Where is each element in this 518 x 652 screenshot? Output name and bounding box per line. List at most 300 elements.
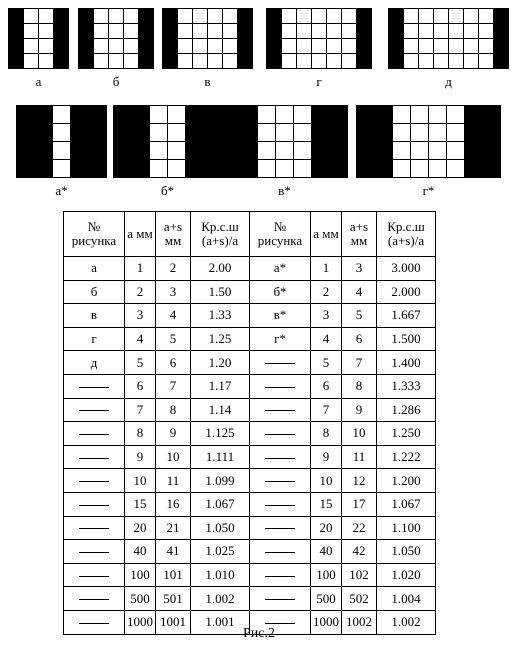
table-cell: 1000	[311, 610, 342, 634]
table-cell: 3	[311, 304, 342, 328]
table-cell: 3	[342, 257, 377, 281]
table-row	[64, 492, 436, 516]
grid-cell	[240, 160, 257, 177]
grid-cell	[178, 54, 192, 68]
table-row	[64, 445, 436, 469]
grid-cell	[168, 142, 185, 159]
grid-cell	[208, 9, 222, 23]
grid-cell	[54, 9, 68, 23]
grid-cell	[124, 39, 138, 53]
table-cell: 1.333	[377, 374, 436, 398]
grid-cell	[393, 142, 410, 159]
table-header-cell: Кр.с.ш (a+s)/a	[191, 212, 250, 257]
table-cell: 6	[311, 374, 342, 398]
grid-cell	[447, 124, 464, 141]
grid-cell	[357, 106, 374, 123]
grid-figure-figures_top-1	[78, 8, 154, 69]
grid-cell	[208, 24, 222, 38]
grid-cell	[411, 160, 428, 177]
grid-cell	[434, 24, 448, 38]
grid-cell	[178, 39, 192, 53]
grid-cell	[393, 106, 410, 123]
grid-cell	[483, 124, 500, 141]
grid-cell	[297, 54, 311, 68]
grid-cell	[222, 142, 239, 159]
table-cell: 2	[156, 257, 191, 281]
grid-cell	[327, 24, 341, 38]
table-cell	[64, 587, 125, 611]
grid-cell	[342, 24, 356, 38]
grid-cell	[240, 124, 257, 141]
table-row	[64, 469, 436, 493]
grid-cell	[404, 9, 418, 23]
table-header-cell: а мм	[311, 212, 342, 257]
grid-cell	[434, 54, 448, 68]
grid-cell	[258, 160, 275, 177]
table-cell: 5	[311, 351, 342, 375]
table-cell: 9	[156, 422, 191, 446]
table-cell	[64, 516, 125, 540]
table-header-cell: a+s мм	[342, 212, 377, 257]
grid-cell	[114, 160, 131, 177]
table-cell	[64, 398, 125, 422]
table-cell: 1.14	[191, 398, 250, 422]
grid-cell	[54, 39, 68, 53]
grid-cell	[186, 160, 203, 177]
table-cell	[250, 351, 311, 375]
grid-cell	[282, 9, 296, 23]
table-cell: 1.067	[191, 492, 250, 516]
table-header-cell: а мм	[125, 212, 156, 257]
table-cell: 1.50	[191, 280, 250, 304]
grid-cell	[464, 54, 478, 68]
grid-cell	[464, 9, 478, 23]
table-cell: д	[64, 351, 125, 375]
dash-line	[79, 623, 109, 624]
table-cell: 7	[125, 398, 156, 422]
grid-cell	[375, 106, 392, 123]
table-cell: 1.067	[377, 492, 436, 516]
table-cell: 1.200	[377, 469, 436, 493]
grid-cell	[186, 106, 203, 123]
table-cell: 5	[342, 304, 377, 328]
table-cell	[250, 563, 311, 587]
grid-cell	[342, 9, 356, 23]
grid-cell	[89, 160, 106, 177]
grid-cell	[163, 54, 177, 68]
table-row	[64, 304, 436, 328]
grid-cell	[193, 54, 207, 68]
table-row	[64, 563, 436, 587]
dash-line	[265, 576, 295, 577]
grid-cell	[204, 142, 221, 159]
table-cell	[250, 540, 311, 564]
dash-line	[265, 434, 295, 435]
grid-cell	[465, 160, 482, 177]
dash-line	[265, 458, 295, 459]
grid-cell	[342, 39, 356, 53]
grid-cell	[342, 54, 356, 68]
table-cell: 1.050	[377, 540, 436, 564]
grid-cell	[39, 39, 53, 53]
table-cell: 1.500	[377, 327, 436, 351]
grid-figure-figures_bottom-2	[221, 105, 348, 178]
grid-cell	[429, 106, 446, 123]
grid-cell	[163, 9, 177, 23]
dash-line	[265, 481, 295, 482]
grid-cell	[411, 124, 428, 141]
grid-cell	[168, 106, 185, 123]
grid-cell	[39, 54, 53, 68]
grid-cell	[163, 24, 177, 38]
grid-cell	[276, 160, 293, 177]
table-cell: 1002	[342, 610, 377, 634]
grid-cell	[39, 24, 53, 38]
table-cell: 1.25	[191, 327, 250, 351]
grid-cell	[449, 24, 463, 38]
grid-cell	[483, 106, 500, 123]
grid-figure-figures_bottom-1	[113, 105, 222, 178]
table-cell: 6	[156, 351, 191, 375]
grid-cell	[204, 124, 221, 141]
grid-cell	[389, 54, 403, 68]
grid-cell	[327, 54, 341, 68]
table-cell: 17	[342, 492, 377, 516]
grid-cell	[124, 54, 138, 68]
grid-cell	[193, 24, 207, 38]
grid-cell	[132, 160, 149, 177]
dash-line	[79, 552, 109, 553]
grid-cell	[294, 106, 311, 123]
table-cell: 1.33	[191, 304, 250, 328]
table-row	[64, 327, 436, 351]
table-cell: 7	[311, 398, 342, 422]
grid-cell	[312, 9, 326, 23]
grid-cell	[150, 160, 167, 177]
grid-cell	[222, 124, 239, 141]
grid-cell	[429, 160, 446, 177]
grid-cell	[404, 39, 418, 53]
table-cell: 1.020	[377, 563, 436, 587]
grid-cell	[494, 24, 508, 38]
grid-cell	[330, 124, 347, 141]
grid-cell	[282, 24, 296, 38]
table-cell: 1.025	[191, 540, 250, 564]
grid-cell	[24, 24, 38, 38]
table-row	[64, 587, 436, 611]
table-row	[64, 374, 436, 398]
grid-cell	[193, 9, 207, 23]
grid-cell	[186, 142, 203, 159]
table-cell: 1.050	[191, 516, 250, 540]
grid-cell	[9, 9, 23, 23]
grid-cell	[35, 124, 52, 141]
table-cell: 1.099	[191, 469, 250, 493]
table-cell: 4	[125, 327, 156, 351]
grid-cell	[294, 124, 311, 141]
grid-cell	[54, 54, 68, 68]
table-cell: 2.000	[377, 280, 436, 304]
grid-cell	[238, 39, 252, 53]
grid-cell	[17, 160, 34, 177]
table-cell: 1.111	[191, 445, 250, 469]
grid-cell	[429, 124, 446, 141]
table-header-cell: Кр.с.ш (a+s)/a	[377, 212, 436, 257]
grid-cell	[71, 106, 88, 123]
table-cell	[64, 563, 125, 587]
grid-cell	[357, 160, 374, 177]
grid-cell	[208, 54, 222, 68]
grid-cell	[327, 9, 341, 23]
grid-cell	[375, 142, 392, 159]
grid-cell	[223, 39, 237, 53]
table-cell	[250, 469, 311, 493]
table-cell: 1.002	[191, 587, 250, 611]
grid-cell	[375, 124, 392, 141]
grid-cell	[139, 24, 153, 38]
table-cell: 3	[125, 304, 156, 328]
grid-cell	[150, 124, 167, 141]
grid-cell	[404, 24, 418, 38]
dash-line	[79, 387, 109, 388]
grid-cell	[464, 39, 478, 53]
table-cell: 2	[311, 280, 342, 304]
grid-cell	[17, 142, 34, 159]
grid-cell	[297, 24, 311, 38]
grid-cell	[375, 160, 392, 177]
grid-cell	[132, 142, 149, 159]
table-cell: 3	[156, 280, 191, 304]
grid-cell	[449, 54, 463, 68]
grid-cell	[17, 106, 34, 123]
grid-cell	[53, 142, 70, 159]
dash-line	[79, 505, 109, 506]
grid-cell	[276, 124, 293, 141]
table-cell: 10	[342, 422, 377, 446]
table-cell: а	[64, 257, 125, 281]
dash-line	[265, 505, 295, 506]
grid-cell	[79, 39, 93, 53]
grid-cell	[258, 124, 275, 141]
grid-cell	[479, 54, 493, 68]
table-cell	[250, 587, 311, 611]
table-cell: 10	[125, 469, 156, 493]
table-cell	[250, 422, 311, 446]
grid-cell	[150, 106, 167, 123]
table-cell	[250, 445, 311, 469]
grid-cell	[132, 106, 149, 123]
grid-cell	[447, 142, 464, 159]
table-cell	[250, 492, 311, 516]
table-cell: в	[64, 304, 125, 328]
grid-cell	[357, 9, 371, 23]
table-cell: 20	[311, 516, 342, 540]
dash-line	[265, 387, 295, 388]
table-cell: 42	[342, 540, 377, 564]
grid-cell	[357, 24, 371, 38]
grid-cell	[89, 106, 106, 123]
grid-cell	[267, 54, 281, 68]
figure-label: д	[445, 74, 452, 89]
grid-cell	[109, 39, 123, 53]
table-cell: 7	[156, 374, 191, 398]
table-header-cell: a+s мм	[156, 212, 191, 257]
dash-line	[79, 434, 109, 435]
dash-line	[79, 481, 109, 482]
grid-cell	[150, 142, 167, 159]
grid-cell	[186, 124, 203, 141]
table-cell	[250, 374, 311, 398]
grid-cell	[9, 54, 23, 68]
table-cell: 12	[342, 469, 377, 493]
table-row	[64, 516, 436, 540]
grid-cell	[94, 9, 108, 23]
figure-label: г	[316, 74, 322, 89]
grid-cell	[447, 106, 464, 123]
grid-cell	[419, 24, 433, 38]
table-cell: 8	[342, 374, 377, 398]
grid-cell	[389, 24, 403, 38]
grid-cell	[71, 160, 88, 177]
grid-figure-figures_top-4	[388, 8, 509, 69]
table-cell: б*	[250, 280, 311, 304]
grid-cell	[411, 106, 428, 123]
table-cell: а*	[250, 257, 311, 281]
table-row	[64, 422, 436, 446]
grid-cell	[53, 106, 70, 123]
ratio-table	[63, 211, 436, 635]
table-cell: 1.17	[191, 374, 250, 398]
table-cell: 4	[311, 327, 342, 351]
grid-cell	[419, 9, 433, 23]
grid-cell	[204, 160, 221, 177]
table-row	[64, 398, 436, 422]
grid-cell	[71, 142, 88, 159]
table-cell: 20	[125, 516, 156, 540]
table-cell: 5	[125, 351, 156, 375]
grid-cell	[330, 106, 347, 123]
table-row	[64, 280, 436, 304]
grid-cell	[276, 106, 293, 123]
table-header-cell: № рисунка	[250, 212, 311, 257]
table-cell: 8	[156, 398, 191, 422]
grid-cell	[238, 54, 252, 68]
table-cell: 41	[156, 540, 191, 564]
grid-cell	[419, 39, 433, 53]
grid-cell	[465, 142, 482, 159]
grid-cell	[139, 54, 153, 68]
table-cell: 1.010	[191, 563, 250, 587]
table-cell: 1.222	[377, 445, 436, 469]
figure-label: а*	[55, 183, 68, 198]
grid-cell	[178, 9, 192, 23]
grid-cell	[479, 9, 493, 23]
table-cell: 102	[342, 563, 377, 587]
grid-cell	[94, 39, 108, 53]
grid-cell	[9, 24, 23, 38]
grid-cell	[494, 9, 508, 23]
table-cell: 1000	[125, 610, 156, 634]
grid-cell	[357, 39, 371, 53]
grid-cell	[258, 106, 275, 123]
grid-cell	[94, 54, 108, 68]
grid-cell	[297, 9, 311, 23]
grid-cell	[124, 9, 138, 23]
grid-cell	[35, 142, 52, 159]
table-cell: 4	[156, 304, 191, 328]
table-cell: 1.286	[377, 398, 436, 422]
table-row	[64, 540, 436, 564]
dash-line	[79, 528, 109, 529]
table-row	[64, 351, 436, 375]
grid-cell	[109, 9, 123, 23]
grid-cell	[464, 24, 478, 38]
table-cell: 6	[342, 327, 377, 351]
grid-cell	[330, 160, 347, 177]
table-cell: 40	[311, 540, 342, 564]
table-cell: 1.001	[191, 610, 250, 634]
table-cell: 1	[311, 257, 342, 281]
grid-cell	[393, 160, 410, 177]
table-cell	[64, 492, 125, 516]
dash-line	[265, 410, 295, 411]
table-cell: 40	[125, 540, 156, 564]
table-header-cell: № рисунка	[64, 212, 125, 257]
grid-cell	[330, 142, 347, 159]
table-cell: б	[64, 280, 125, 304]
grid-cell	[465, 124, 482, 141]
grid-cell	[449, 9, 463, 23]
table-cell: 15	[311, 492, 342, 516]
grid-cell	[109, 54, 123, 68]
table-cell	[64, 445, 125, 469]
dash-line	[265, 528, 295, 529]
figure-label: г*	[422, 183, 435, 198]
grid-cell	[35, 160, 52, 177]
dash-line	[265, 363, 295, 364]
table-cell	[64, 374, 125, 398]
grid-cell	[223, 54, 237, 68]
table-cell: 2.00	[191, 257, 250, 281]
grid-cell	[357, 54, 371, 68]
grid-cell	[494, 54, 508, 68]
grid-figure-figures_top-3	[266, 8, 372, 69]
table-cell: 1.20	[191, 351, 250, 375]
grid-cell	[204, 106, 221, 123]
table-cell	[250, 516, 311, 540]
grid-cell	[222, 106, 239, 123]
grid-cell	[312, 39, 326, 53]
grid-cell	[393, 124, 410, 141]
grid-cell	[312, 124, 329, 141]
dash-line	[79, 576, 109, 577]
table-cell	[64, 422, 125, 446]
grid-cell	[89, 142, 106, 159]
grid-cell	[124, 24, 138, 38]
table-cell: 22	[342, 516, 377, 540]
grid-cell	[222, 160, 239, 177]
table-cell: 1.125	[191, 422, 250, 446]
grid-cell	[168, 160, 185, 177]
table-cell: 8	[125, 422, 156, 446]
grid-figure-figures_bottom-0	[16, 105, 107, 178]
grid-cell	[411, 142, 428, 159]
table-cell: 1001	[156, 610, 191, 634]
grid-cell	[429, 142, 446, 159]
table-cell: 21	[156, 516, 191, 540]
figure-label: в	[204, 74, 211, 89]
table-cell: 11	[342, 445, 377, 469]
